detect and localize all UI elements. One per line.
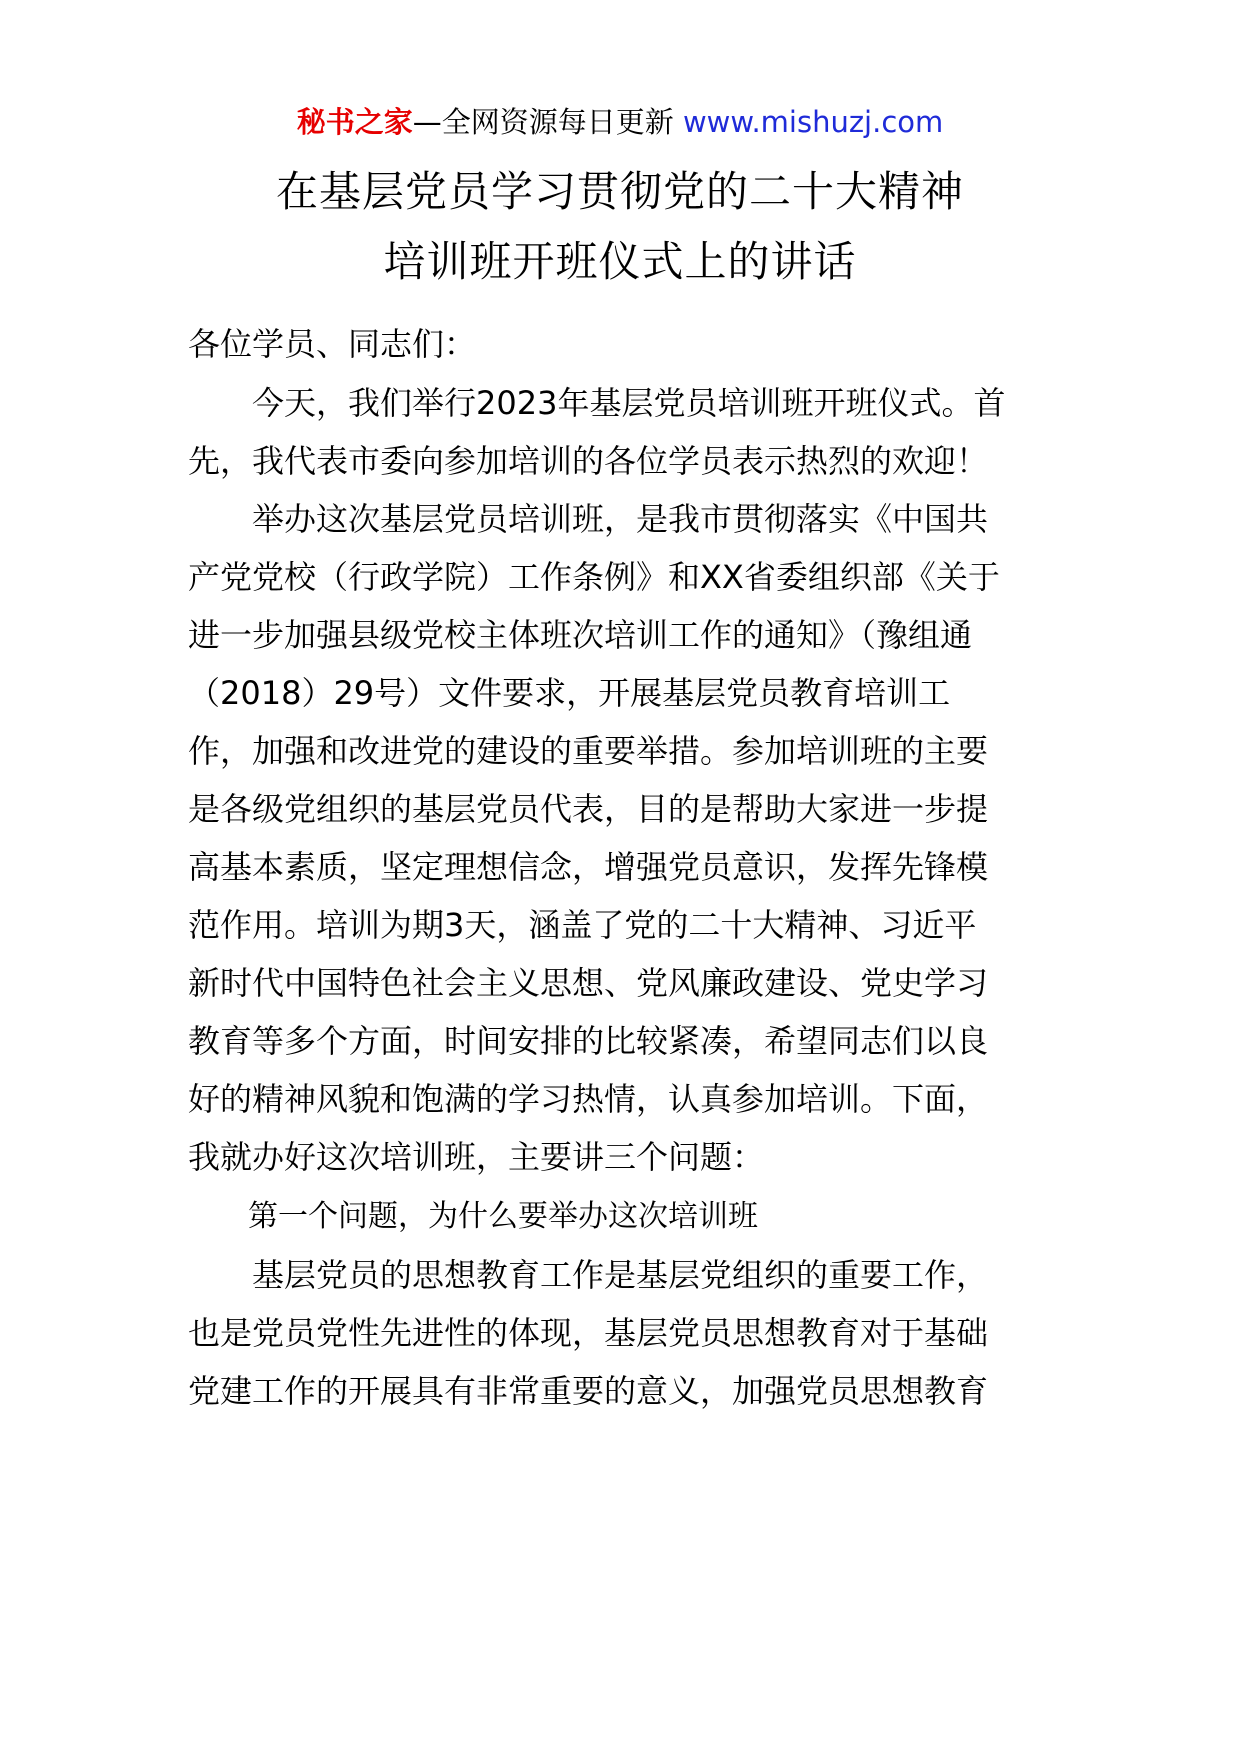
site-header <box>0 100 1240 144</box>
body-line: 范作用。培训为期3天，涵盖了党的二十大精神、习近平 <box>188 906 977 944</box>
document-title-line-2: 培训班开班仪式上的讲话 <box>383 237 857 286</box>
body-line: 进一步加强县级党校主体班次培训工作的通知》（豫组通 <box>188 616 973 654</box>
body-line: 举办这次基层党员培训班，是我市贯彻落实《中国共 <box>188 500 989 538</box>
salutation: 各位学员、同志们： <box>188 325 477 363</box>
body-line: 高基本素质，坚定理想信念，增强党员意识，发挥先锋模 <box>188 848 989 886</box>
body-line: （2018）29号）文件要求，开展基层党员教育培训工 <box>188 674 951 712</box>
body-line: 产党党校（行政学院）工作条例》和XX省委组织部《关于 <box>188 558 1000 596</box>
body-line: 作，加强和改进党的建设的重要举措。参加培训班的主要 <box>188 732 989 770</box>
body-line: 教育等多个方面，时间安排的比较紧凑，希望同志们以良 <box>188 1022 989 1060</box>
body-line: 新时代中国特色社会主义思想、党风廉政建设、党史学习 <box>188 964 989 1002</box>
body-line: 先，我代表市委向参加培训的各位学员表示热烈的欢迎！ <box>188 442 989 480</box>
document-title-line-1: 在基层党员学习贯彻党的二十大精神 <box>275 167 964 216</box>
body-line: 也是党员党性先进性的体现，基层党员思想教育对于基础 <box>188 1314 989 1352</box>
body-line: 好的精神风貌和饱满的学习热情，认真参加培训。下面， <box>188 1080 989 1118</box>
brand-name: 秘书之家 <box>296 105 413 139</box>
header-tagline: —全网资源每日更新 <box>412 105 683 139</box>
site-url-link[interactable]: www.mishuzj.com <box>682 105 944 139</box>
body-line: 基层党员的思想教育工作是基层党组织的重要工作， <box>188 1256 989 1294</box>
section-heading: 第一个问题，为什么要举办这次培训班 <box>188 1199 758 1234</box>
body-line: 今天，我们举行2023年基层党员培训班开班仪式。首 <box>188 384 1006 422</box>
body-line: 我就办好这次培训班，主要讲三个问题： <box>188 1138 765 1176</box>
body-line: 是各级党组织的基层党员代表，目的是帮助大家进一步提 <box>188 790 989 828</box>
body-line: 党建工作的开展具有非常重要的意义，加强党员思想教育 <box>188 1372 989 1410</box>
